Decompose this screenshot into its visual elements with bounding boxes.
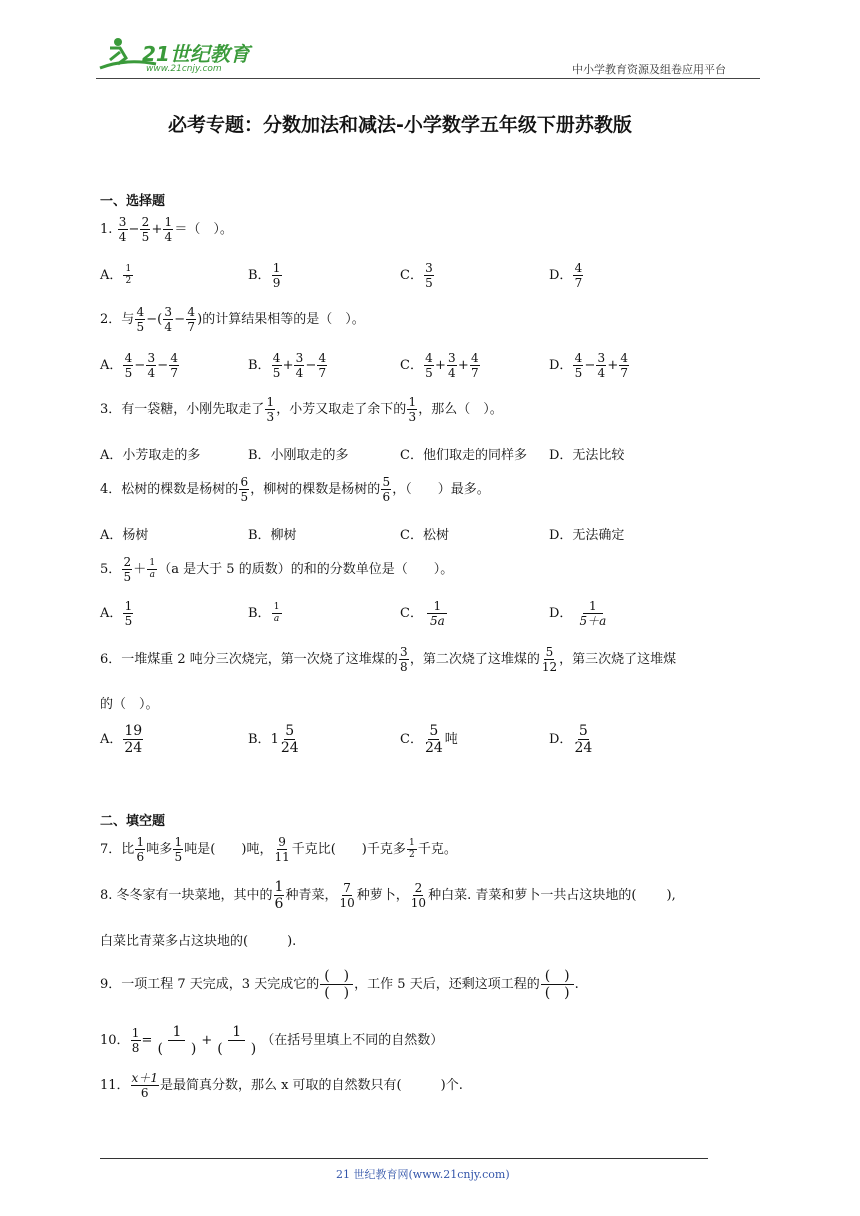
q5-option-d[interactable]: D． $\frac{1}{5+a}$	[549, 599, 607, 628]
section-fill-heading: 二、填空题	[100, 814, 166, 829]
q3-option-c[interactable]: C．他们取走的同样多	[400, 448, 527, 463]
q4-option-b[interactable]: B．柳树	[248, 528, 297, 543]
q4-option-a[interactable]: A．杨树	[100, 528, 149, 543]
question-8-line2: 白菜比青菜多占这块地的( ).	[100, 934, 297, 949]
q5-option-b[interactable]: B． $\frac{1}{a}$	[248, 602, 283, 624]
q2-option-b[interactable]: B． $\frac{4}{5}$ + $\frac{3}{4}$ − $\frac{4}{7}$	[248, 351, 327, 380]
question-5: 5． $\frac{2}{5}$ ＋ $\frac{1}{a}$ （a 是大于 5 的质数）的和的分数单位是（ ）。	[100, 555, 454, 584]
q3-option-a[interactable]: A．小芳取走的多	[100, 448, 201, 463]
q3-option-b[interactable]: B．小刚取走的多	[248, 448, 349, 463]
header-rule	[96, 78, 760, 79]
logo-main-text: 21世纪教育	[142, 42, 250, 66]
q6-option-b[interactable]: B．1 $\frac{5}{24}$	[248, 723, 299, 756]
q4-option-c[interactable]: C．松树	[400, 528, 449, 543]
footer-rule	[100, 1158, 708, 1159]
question-11: 11． $\frac{x+1}{6}$ 是最简真分数，那么 x 可取的自然数只有( )个.	[100, 1071, 463, 1100]
question-9: 9．一项工程 7 天完成，3 天完成它的 $\frac{( )}{( )}$ ，工作 5 天后，还剩这项工程的 $\frac{( )}{( )}$ .	[100, 968, 579, 1001]
q4-option-d[interactable]: D．无法确定	[549, 528, 625, 543]
q1-option-a[interactable]: A． $\frac{1}{2}$	[100, 264, 134, 286]
page-title: 必考专题：分数加法和减法-小学数学五年级下册苏教版	[168, 114, 632, 136]
footer-text: 21 世纪教育网(www.21cnjy.com)	[336, 1168, 510, 1181]
q6-option-d[interactable]: D． $\frac{5}{24}$	[549, 723, 593, 756]
q2-option-d[interactable]: D． $\frac{4}{5}$ − $\frac{3}{4}$ + $\frac{4}{7}$	[549, 351, 629, 380]
question-1: 1. $\frac{3}{4}$ − $\frac{2}{5}$ + $\frac{1}{4}$ ＝（ ）。	[100, 215, 233, 244]
q1-option-b[interactable]: B． $\frac{1}{9}$	[248, 261, 281, 290]
q6-option-a[interactable]: A． $\frac{19}{24}$	[100, 723, 143, 756]
q2-option-a[interactable]: A． $\frac{4}{5}$ − $\frac{3}{4}$ − $\frac{4}{7}$	[100, 351, 179, 380]
q5-option-c[interactable]: C． $\frac{1}{5a}$	[400, 600, 452, 627]
q1-option-d[interactable]: D． $\frac{4}{7}$	[549, 261, 583, 290]
section-choice-heading: 一、选择题	[100, 194, 166, 209]
q1-option-c[interactable]: C． $\frac{3}{5}$	[400, 261, 433, 290]
logo	[96, 34, 256, 78]
question-6: 6．一堆煤重 2 吨分三次烧完，第一次烧了这堆煤的 $\frac{3}{8}$ ，第二次烧了这堆煤的 $\frac{5}{12}$ ，第三次烧了这堆煤	[100, 645, 677, 674]
question-8: 8. 冬冬家有一块菜地，其中的 $\frac{1}{6}$ 种青菜， $\frac{7}{10}$ 种萝卜， $\frac{2}{10}$ 种白菜. 青菜和萝卜一共占这块地的( ),	[100, 879, 676, 912]
question-3: 3．有一袋糖，小刚先取走了 $\frac{1}{3}$ ，小芳又取走了余下的 $\frac{1}{3}$ ，那么（ ）。	[100, 395, 503, 424]
question-6-line2: 的（ ）。	[100, 697, 159, 712]
question-7: 7．比 $\frac{1}{6}$ 吨多 $\frac{1}{5}$ 吨是( )吨， $\frac{9}{11}$ 千克比( )千克多 $\frac{1}{2}$ 千克。	[100, 835, 457, 864]
header-platform-text: 中小学教育资源及组卷应用平台	[572, 63, 726, 76]
q6-option-c[interactable]: C． $\frac{5}{24}$ 吨	[400, 723, 458, 756]
q5-option-a[interactable]: A． $\frac{1}{5}$	[100, 599, 133, 628]
question-2: 2．与 $\frac{4}{5}$ −( $\frac{3}{4}$ − $\frac{4}{7}$ )的计算结果相等的是（ ）。	[100, 305, 365, 334]
q2-option-c[interactable]: C． $\frac{4}{5}$ + $\frac{3}{4}$ + $\frac{4}{7}$	[400, 351, 479, 380]
q3-option-d[interactable]: D．无法比较	[549, 448, 625, 463]
question-4: 4．松树的棵数是杨树的 $\frac{6}{5}$ ，柳树的棵数是杨树的 $\frac{5}{6}$ ，（ ）最多。	[100, 475, 490, 504]
question-10: 10． $\frac{1}{8}$ = $\frac{1}{( )}$ + $\frac{1}{( )}$ （在括号里填上不同的自然数）	[100, 1024, 444, 1057]
logo-sub-text: www.21cnjy.com	[146, 64, 222, 74]
